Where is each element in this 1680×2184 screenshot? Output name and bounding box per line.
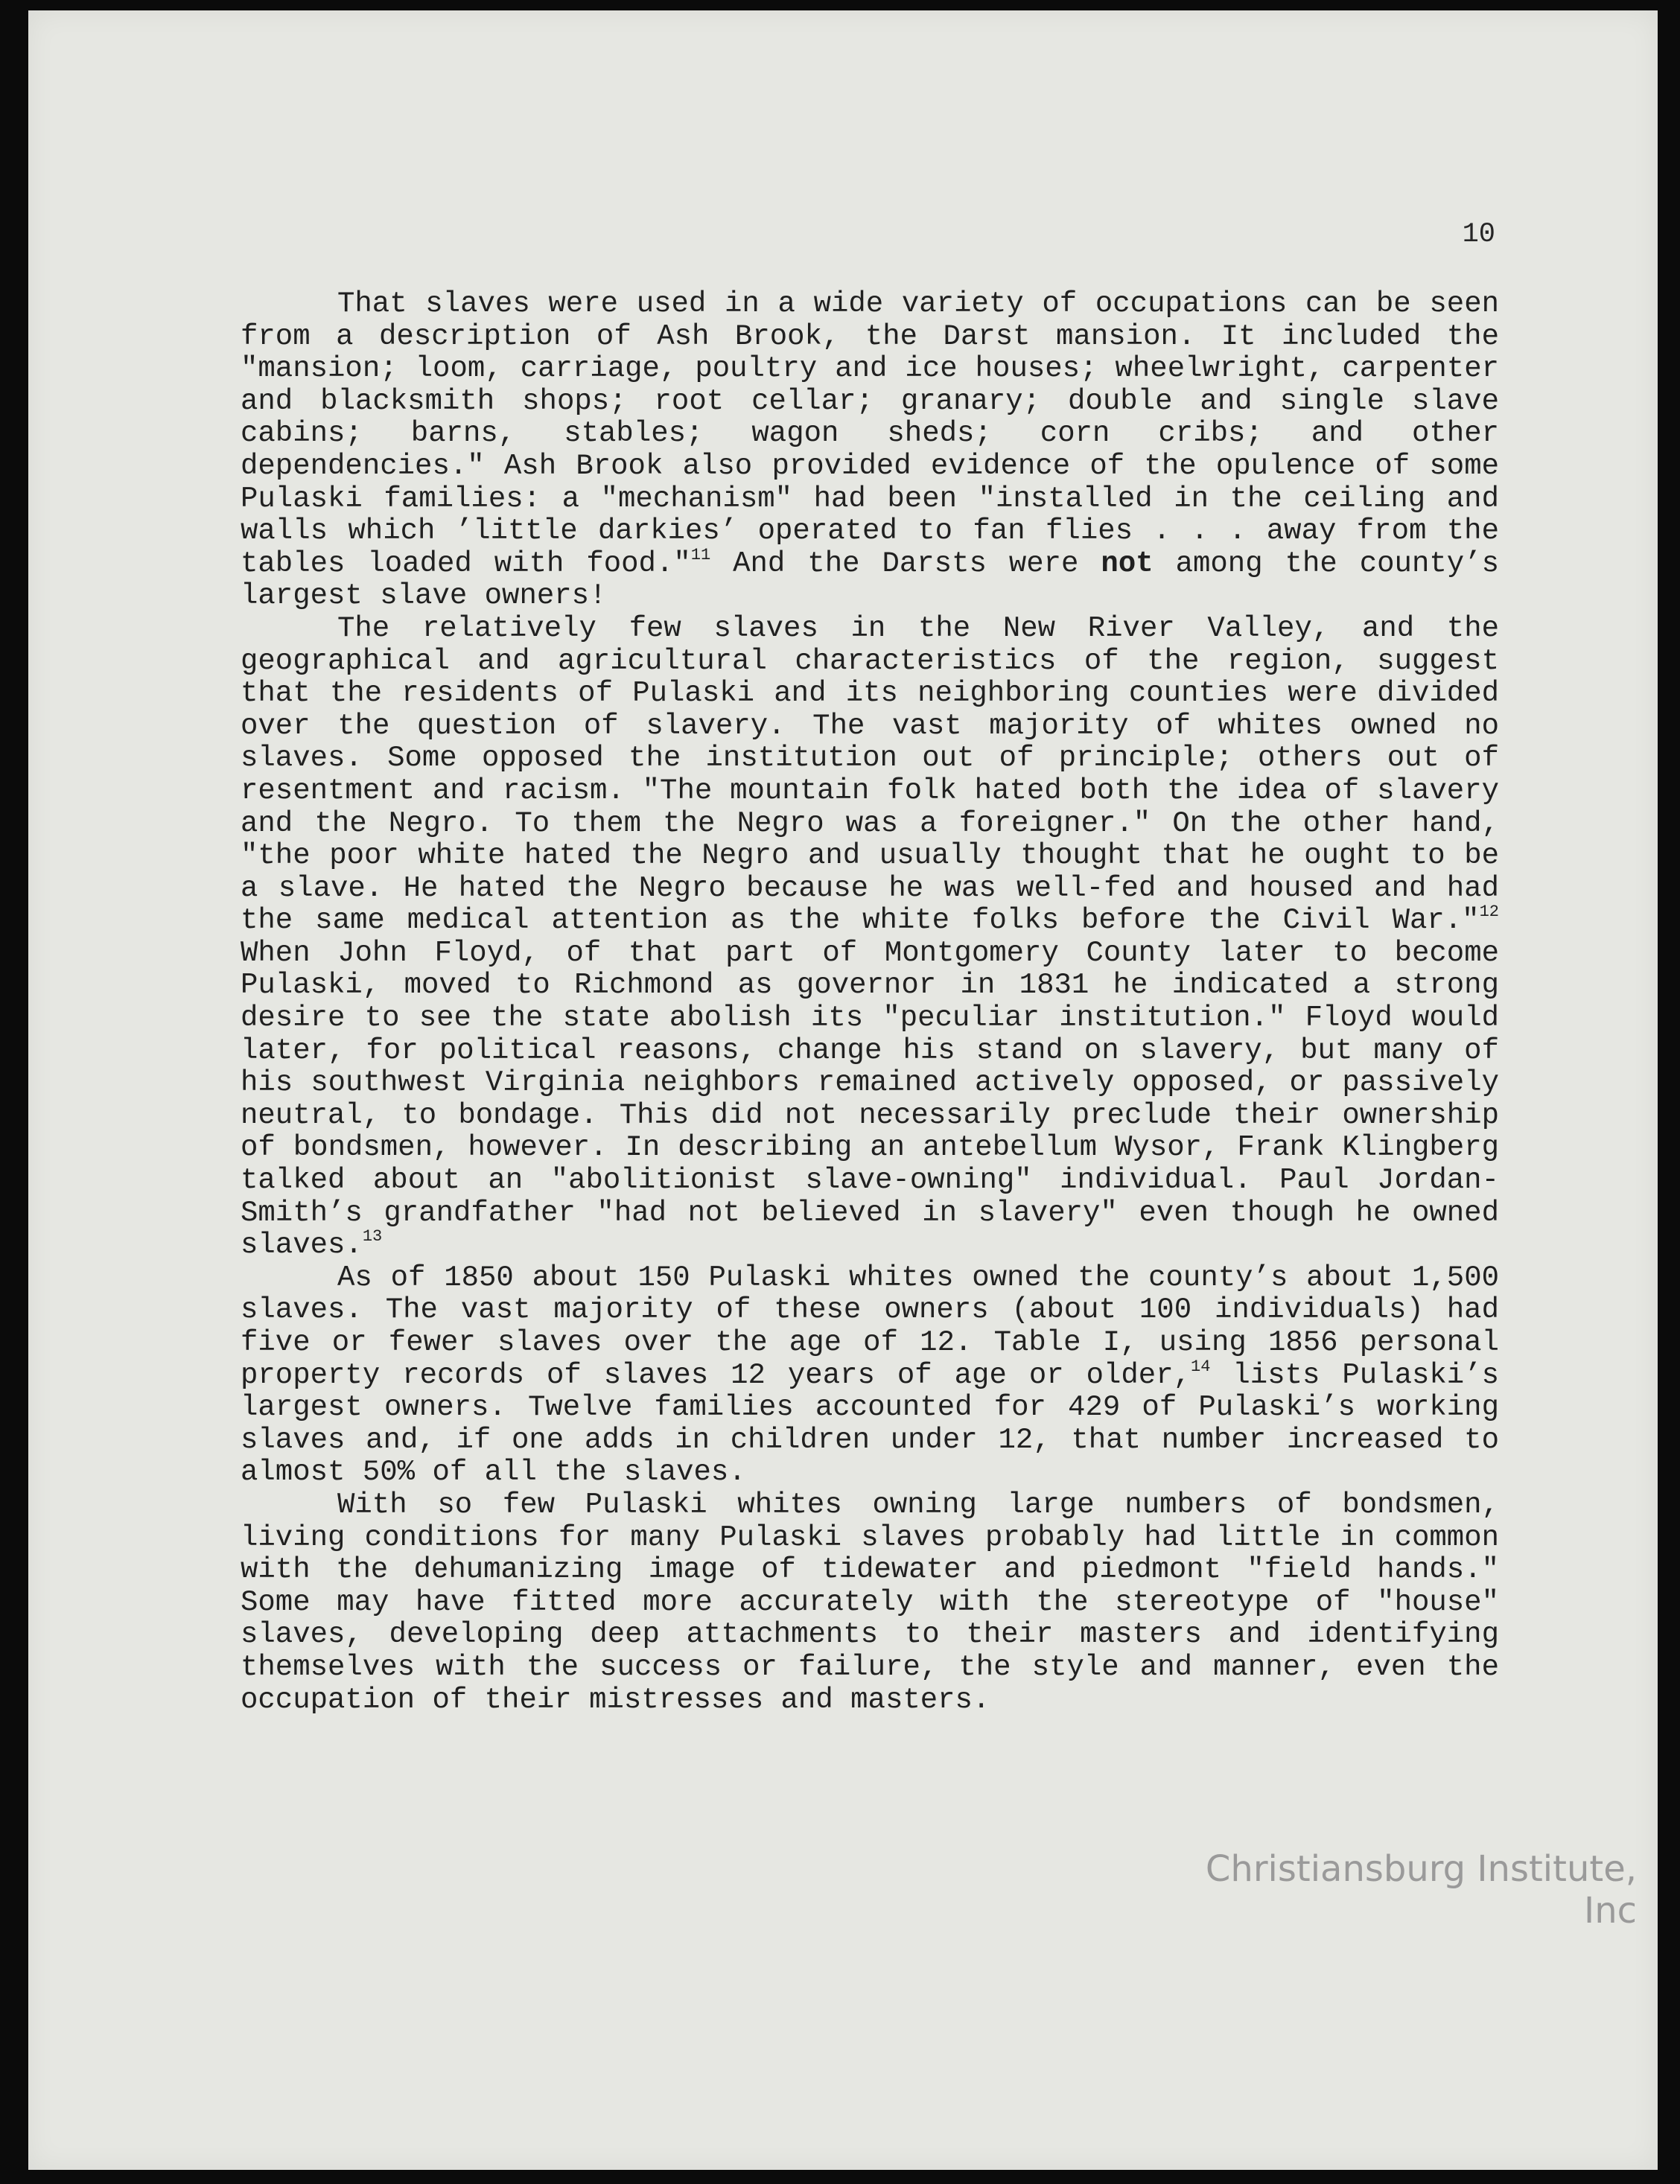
text-run: As of 1850 about 150 Pulaski whites owned the county’s about 1,500 slaves. The vast majority of these owners (about 100 individuals) had five or fewer slaves over the age of 12. Table I, using 1856 personal property records of slaves 12 years of age or older, <box>241 1261 1499 1392</box>
footnote-marker: 14 <box>1191 1357 1211 1376</box>
body-text <box>241 288 1499 1716</box>
footnote-marker: 11 <box>690 545 711 564</box>
paragraph <box>241 1489 1499 1716</box>
text-run: When John Floyd, of that part of Montgomery County later to become Pulaski, moved to Richmond as governor in 1831 he indicated a strong desire to see the state abolish its "peculiar institution." Floyd would later, for political reasons, change his stand on slavery, but many of his southwest Virginia neighbors remained actively opposed, or passively neutral, to bondage. This did not necessarily preclude their ownership of bondsmen, however. In describing an antebellum Wysor, Frank Klingberg talked about an "abolitionist slave-owning" individual. Paul Jordan-Smith’s grandfather "had not believed in slavery" even though he owned slaves. <box>241 936 1499 1262</box>
footnote-marker: 13 <box>362 1227 383 1247</box>
page-number: 10 <box>1462 219 1495 250</box>
text-run: among the county’s largest slave owners! <box>241 547 1499 613</box>
paragraph <box>241 613 1499 1262</box>
text-run: With so few Pulaski whites owning large numbers of bondsmen, living conditions for many Pulaski slaves probably had little in common with the dehumanizing image of tidewater and piedmont "field hands." Some may have fitted more accurately with the stereotype of "house" slaves, developing deep attachments to their masters and identifying themselves with the success or failure, the style and manner, even the occupation of their mistresses and masters. <box>241 1488 1499 1716</box>
footnote-marker: 12 <box>1479 902 1499 922</box>
text-run: That slaves were used in a wide variety of occupations can be seen from a description of Ash Brook, the Darst mansion. It included the "mansion; loom, carriage, poultry and ice houses; wheelwright, carpenter and blacksmith shops; root cellar; granary; double and single slave cabins; barns, stables; wagon sheds; corn cribs; and other dependencies." Ash Brook also provided evidence of the opulence of some Pulaski families: a "mechanism" had been "installed in the ceiling and walls which ’little darkies’ operated to fan flies . . . away from the tables loaded with food." <box>241 287 1499 580</box>
paragraph <box>241 1262 1499 1489</box>
text-run: And the Darsts were <box>710 547 1101 580</box>
paragraph <box>241 288 1499 613</box>
watermark-text: Christiansburg Institute, Inc <box>1205 1848 1637 1932</box>
document-page <box>28 10 1658 2170</box>
text-run: The relatively few slaves in the New River Valley, and the geographical and agricultural characteristics of the region, suggest that the residents of Pulaski and its neighboring counties were divided over the question of slavery. The vast majority of whites owned no slaves. Some opposed the institution out of principle; others out of resentment and racism. "The mountain folk hated both the idea of slavery and the Negro. To them the Negro was a foreigner." On the other hand, "the poor white hated the Negro and usually thought that he ought to be a slave. He hated the Negro because he was well-fed and housed and had the same medical attention as the white folks before the Civil War." <box>241 611 1499 937</box>
bold-text: not <box>1101 547 1154 580</box>
text-run: lists Pulaski’s largest owners. Twelve families accounted for 429 of Pulaski’s working slaves and, if one adds in children under 12, that number increased to almost 50% of all the slaves. <box>241 1358 1499 1489</box>
